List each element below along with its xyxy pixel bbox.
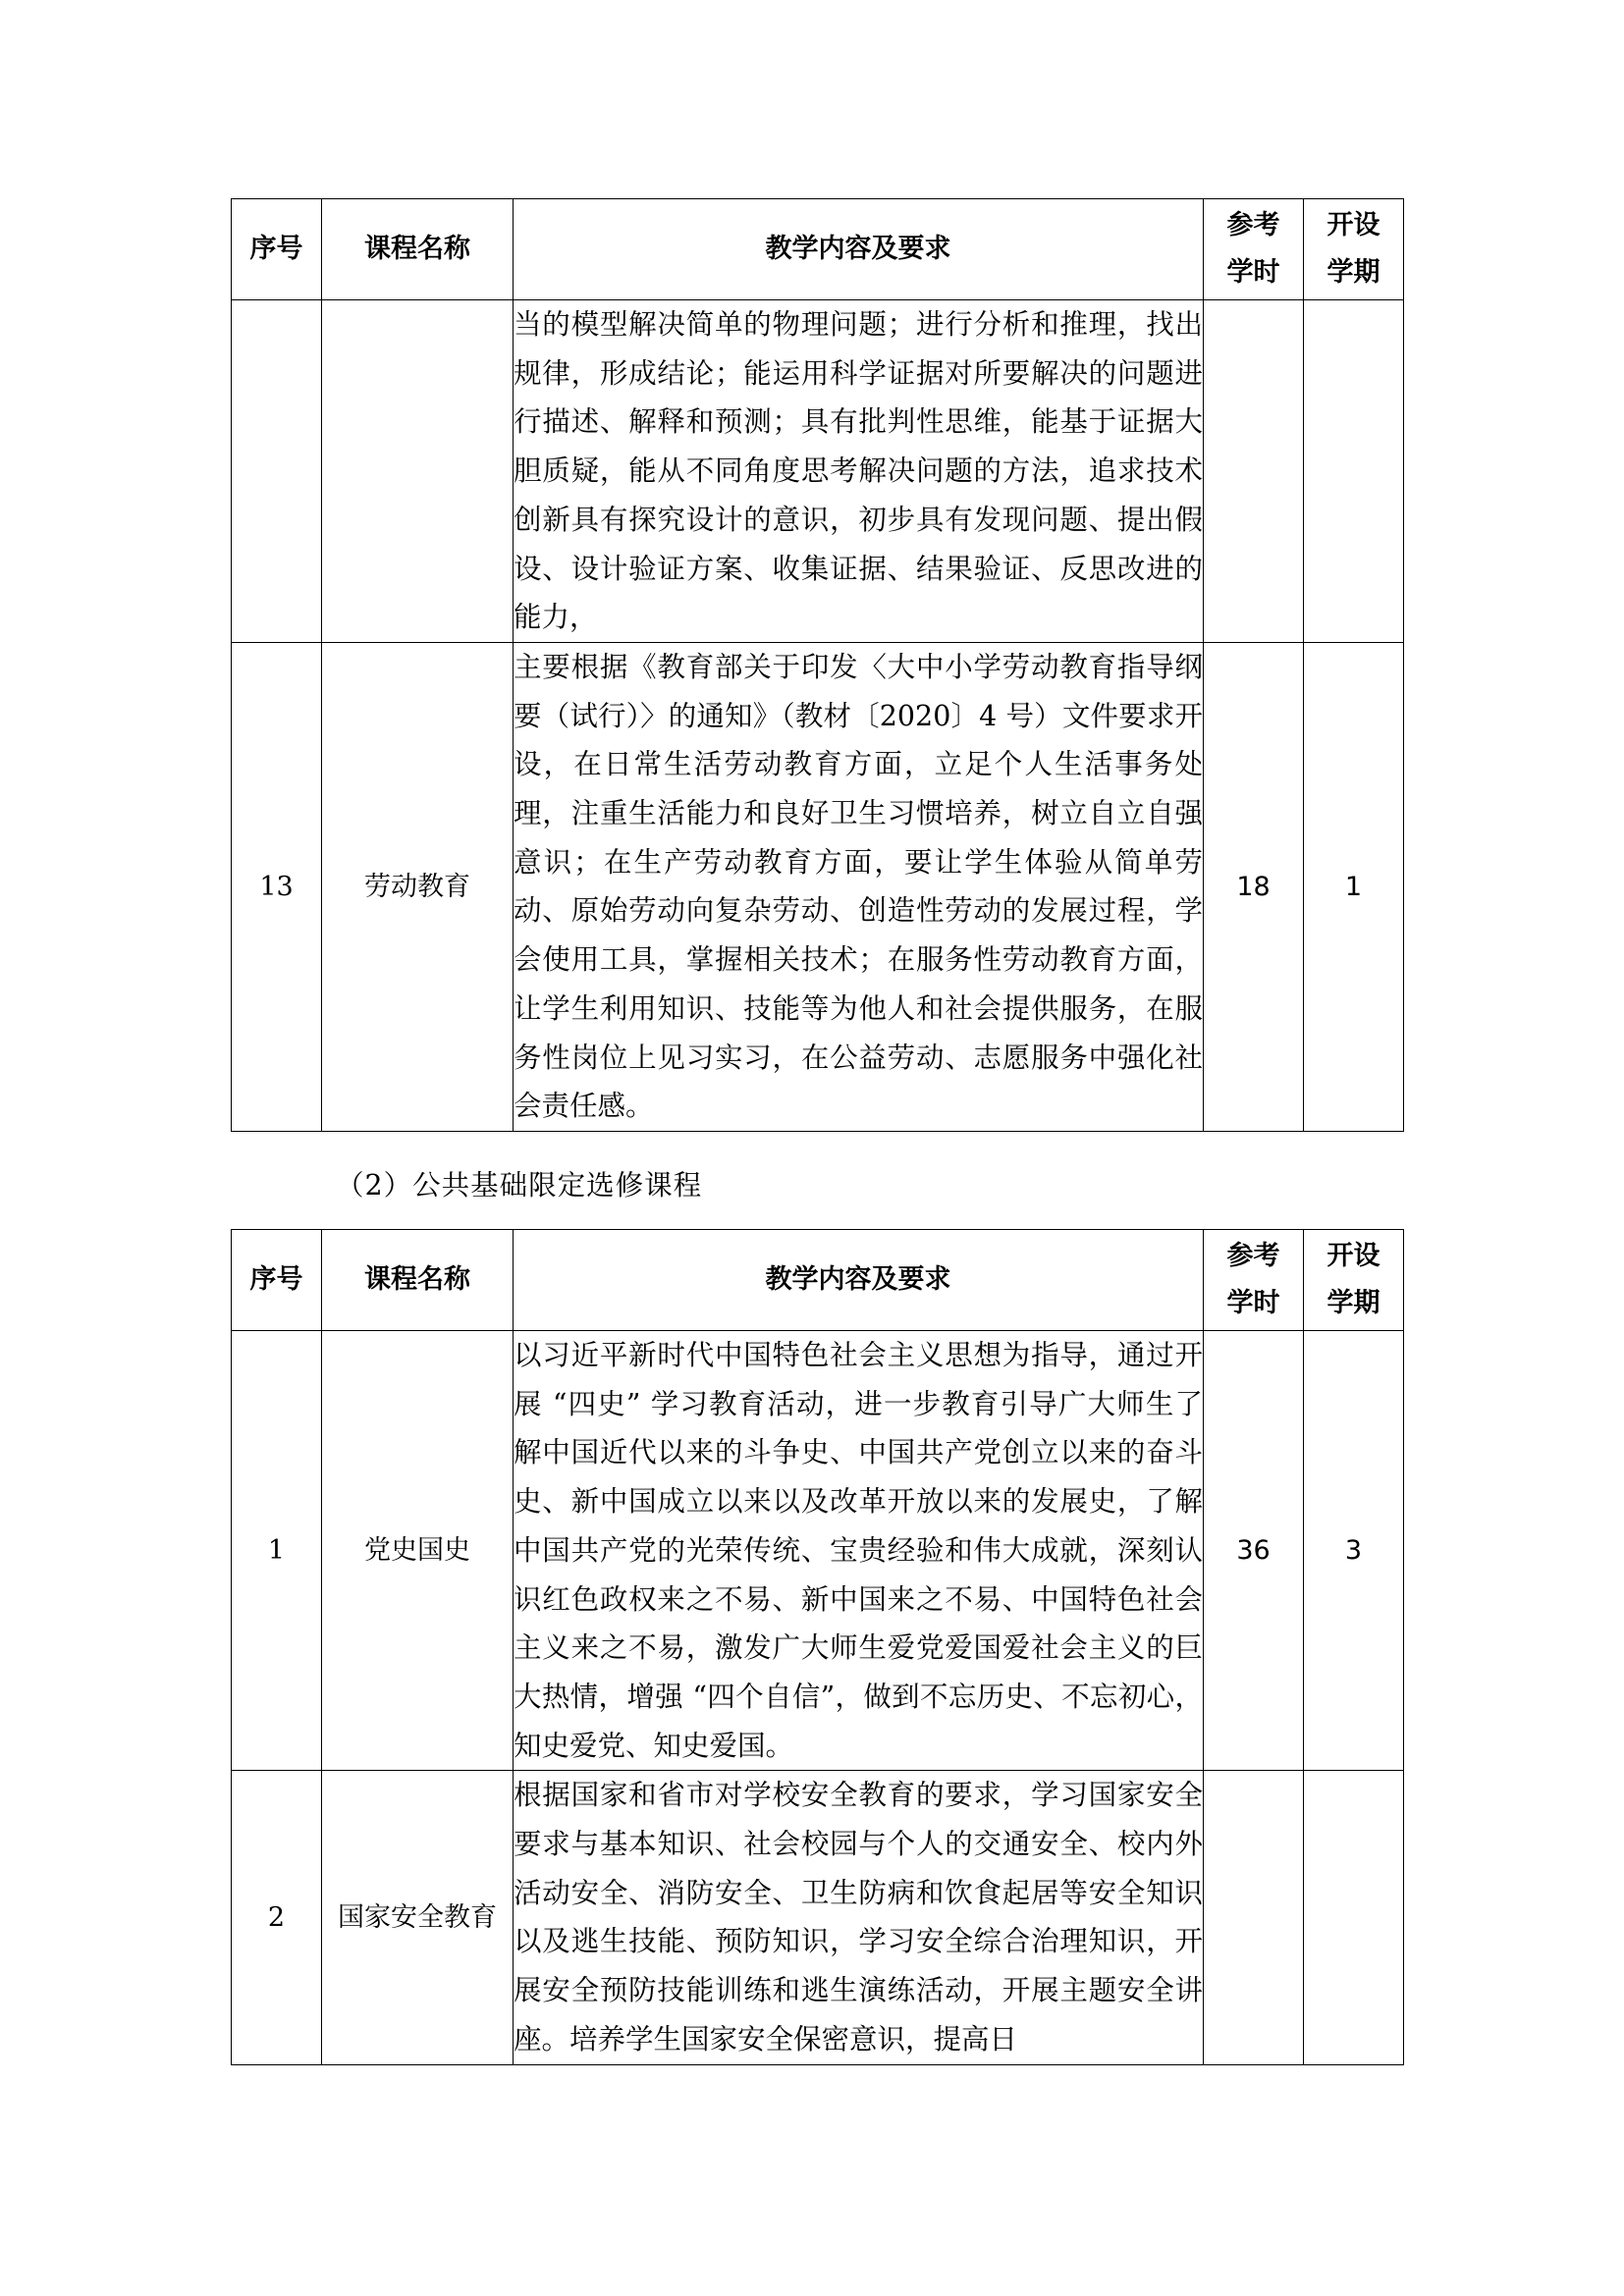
table-row [232, 1771, 1404, 2064]
header-course-name: 课程名称 [322, 1230, 514, 1331]
table-row [232, 642, 1404, 1131]
row-hours [1204, 1771, 1304, 2064]
row-no: 1 [232, 1331, 322, 1771]
row-term: 1 [1304, 642, 1404, 1131]
header-hours-line1: 参考 [1226, 1241, 1280, 1271]
course-table-2 [231, 1229, 1404, 2065]
header-term [1304, 1230, 1404, 1331]
header-hours-line2: 学时 [1226, 1288, 1280, 1318]
header-hours [1204, 199, 1304, 300]
row-term: 3 [1304, 1331, 1404, 1771]
row-hours [1204, 300, 1304, 643]
header-term-line2: 学期 [1326, 257, 1380, 288]
row-hours: 36 [1204, 1331, 1304, 1771]
header-no: 序号 [232, 199, 322, 300]
header-content: 教学内容及要求 [514, 199, 1204, 300]
table-header-row [232, 1230, 1404, 1331]
header-term-line1: 开设 [1326, 210, 1380, 240]
table-header-row [232, 199, 1404, 300]
header-term-line1: 开设 [1326, 1241, 1380, 1271]
row-no: 2 [232, 1771, 322, 2064]
section-title: （2）公共基础限定选修课程 [336, 1169, 703, 1201]
row-content: 当的模型解决简单的物理问题；进行分析和推理，找出规律，形成结论；能运用科学证据对所要解决的问题进行描述、解释和预测；具有批判性思维，能基于证据大胆质疑，能从不同角度思考解决问题的方法，追求技术创新具有探究设计的意识，初步具有发现问题、提出假设、设计验证方案、收集证据、结果验证、反思改进的能力， [514, 300, 1204, 643]
header-hours-line2: 学时 [1226, 257, 1280, 288]
row-no: 13 [232, 642, 322, 1131]
row-course-name: 国家安全教育 [322, 1771, 514, 2064]
row-content: 根据国家和省市对学校安全教育的要求，学习国家安全要求与基本知识、社会校园与个人的交通安全、校内外活动安全、消防安全、卫生防病和饮食起居等安全知识以及逃生技能、预防知识，学习安全综合治理知识，开展安全预防技能训练和逃生演练活动，开展主题安全讲座。培养学生国家安全保密意识，提高日 [514, 1771, 1204, 2064]
header-hours-line1: 参考 [1226, 210, 1280, 240]
row-content: 主要根据《教育部关于印发〈大中小学劳动教育指导纲要（试行）〉的通知》（教材〔2020〕4 号）文件要求开设，在日常生活劳动教育方面，立足个人生活事务处理，注重生活能力和良好卫生习惯培养，树立自立自强意识；在生产劳动教育方面，要让学生体验从简单劳动、原始劳动向复杂劳动、创造性劳动的发展过程，学会使用工具，掌握相关技术；在服务性劳动教育方面，让学生利用知识、技能等为他人和社会提供服务，在服务性岗位上见习实习，在公益劳动、志愿服务中强化社会责任感。 [514, 642, 1204, 1131]
header-content: 教学内容及要求 [514, 1230, 1204, 1331]
row-course-name: 劳动教育 [322, 642, 514, 1131]
row-no [232, 300, 322, 643]
header-term-line2: 学期 [1326, 1288, 1380, 1318]
table-row [232, 1331, 1404, 1771]
row-course-name [322, 300, 514, 643]
row-hours: 18 [1204, 642, 1304, 1131]
row-course-name: 党史国史 [322, 1331, 514, 1771]
header-term [1304, 199, 1404, 300]
table-row [232, 300, 1404, 643]
course-table-1 [231, 198, 1404, 1132]
header-no: 序号 [232, 1230, 322, 1331]
row-content: 以习近平新时代中国特色社会主义思想为指导，通过开展 “四史” 学习教育活动，进一步教育引导广大师生了解中国近代以来的斗争史、中国共产党创立以来的奋斗史、新中国成立以来以及改革开放以来的发展史，了解中国共产党的光荣传统、宝贵经验和伟大成就，深刻认识红色政权来之不易、新中国来之不易、中国特色社会主义来之不易，激发广大师生爱党爱国爱社会主义的巨大热情，增强 “四个自信”，做到不忘历史、不忘初心，知史爱党、知史爱国。 [514, 1331, 1204, 1771]
row-term [1304, 1771, 1404, 2064]
header-hours [1204, 1230, 1304, 1331]
header-course-name: 课程名称 [322, 199, 514, 300]
row-term [1304, 300, 1404, 643]
